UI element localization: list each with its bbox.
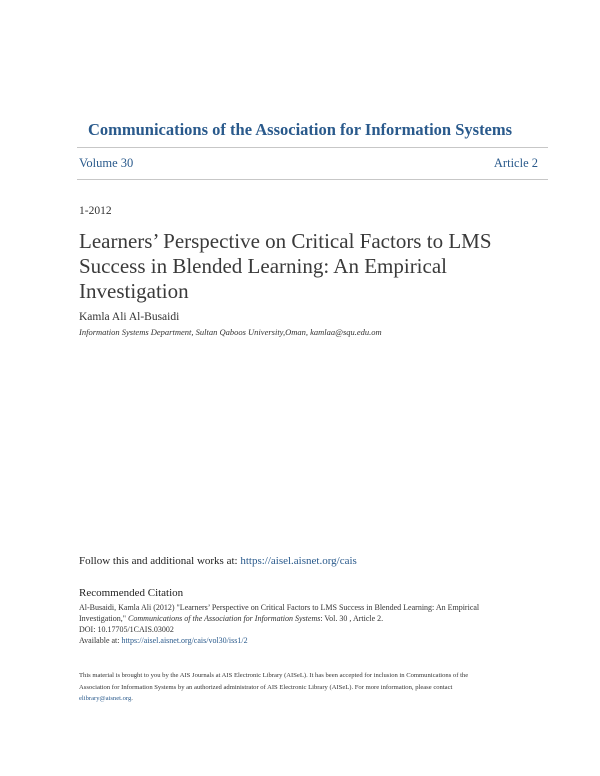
follow-text: Follow this and additional works at: bbox=[79, 555, 238, 567]
volume-row bbox=[79, 156, 538, 171]
journal-title[interactable]: Communications of the Association for Information Systems bbox=[87, 120, 513, 139]
citation-line-2 bbox=[79, 613, 524, 624]
header-divider-bottom bbox=[77, 179, 548, 180]
footer-line-2: Association for Information Systems by an authorized administrator of AIS Electronic Library (AISeL). For more information, please contact bbox=[79, 683, 453, 691]
citation-line-1: Al-Busaidi, Kamla Ali (2012) "Learners’ Perspective on Critical Factors to LMS Success in Blended Learning: An Empirical bbox=[79, 603, 480, 612]
article-link[interactable]: Article 2 bbox=[493, 156, 538, 170]
footer-note bbox=[79, 670, 549, 705]
available-label: Available at: bbox=[79, 636, 120, 645]
volume-link[interactable]: Volume 30 bbox=[79, 156, 134, 170]
available-link[interactable]: https://aisel.aisnet.org/cais/vol30/iss1/2 bbox=[121, 636, 248, 645]
citation-block bbox=[79, 602, 524, 646]
follow-link[interactable]: https://aisel.aisnet.org/cais bbox=[240, 555, 357, 567]
citation-journal: Communications of the Association for Information Systems bbox=[128, 614, 321, 623]
footer-email-suffix: . bbox=[131, 695, 133, 702]
author-affiliation: Information Systems Department, Sultan Qaboos University,Oman, kamlaa@squ.edu.om bbox=[79, 327, 382, 337]
follow-line bbox=[79, 555, 357, 567]
article-title: Learners’ Perspective on Critical Factors to LMS Success in Blended Learning: An Empirical Investigation bbox=[79, 229, 492, 303]
header-divider-top bbox=[77, 147, 548, 148]
author-name: Kamla Ali Al-Busaidi bbox=[79, 311, 180, 323]
recommended-citation-heading: Recommended Citation bbox=[79, 587, 184, 599]
footer-line-3 bbox=[79, 693, 549, 705]
footer-email-link[interactable]: elibrary@aisnet.org bbox=[79, 695, 132, 702]
publication-date: 1-2012 bbox=[79, 205, 112, 217]
citation-doi: DOI: 10.17705/1CAIS.03002 bbox=[79, 625, 174, 634]
citation-line-2-end: : Vol. 30 , Article 2. bbox=[320, 614, 384, 623]
citation-line-2-start: Investigation," bbox=[79, 614, 127, 623]
footer-line-1: This material is brought to you by the AIS Journals at AIS Electronic Library (AISeL). It has been accepted for inclusion in Communications of the bbox=[79, 672, 469, 679]
citation-available bbox=[79, 635, 524, 646]
